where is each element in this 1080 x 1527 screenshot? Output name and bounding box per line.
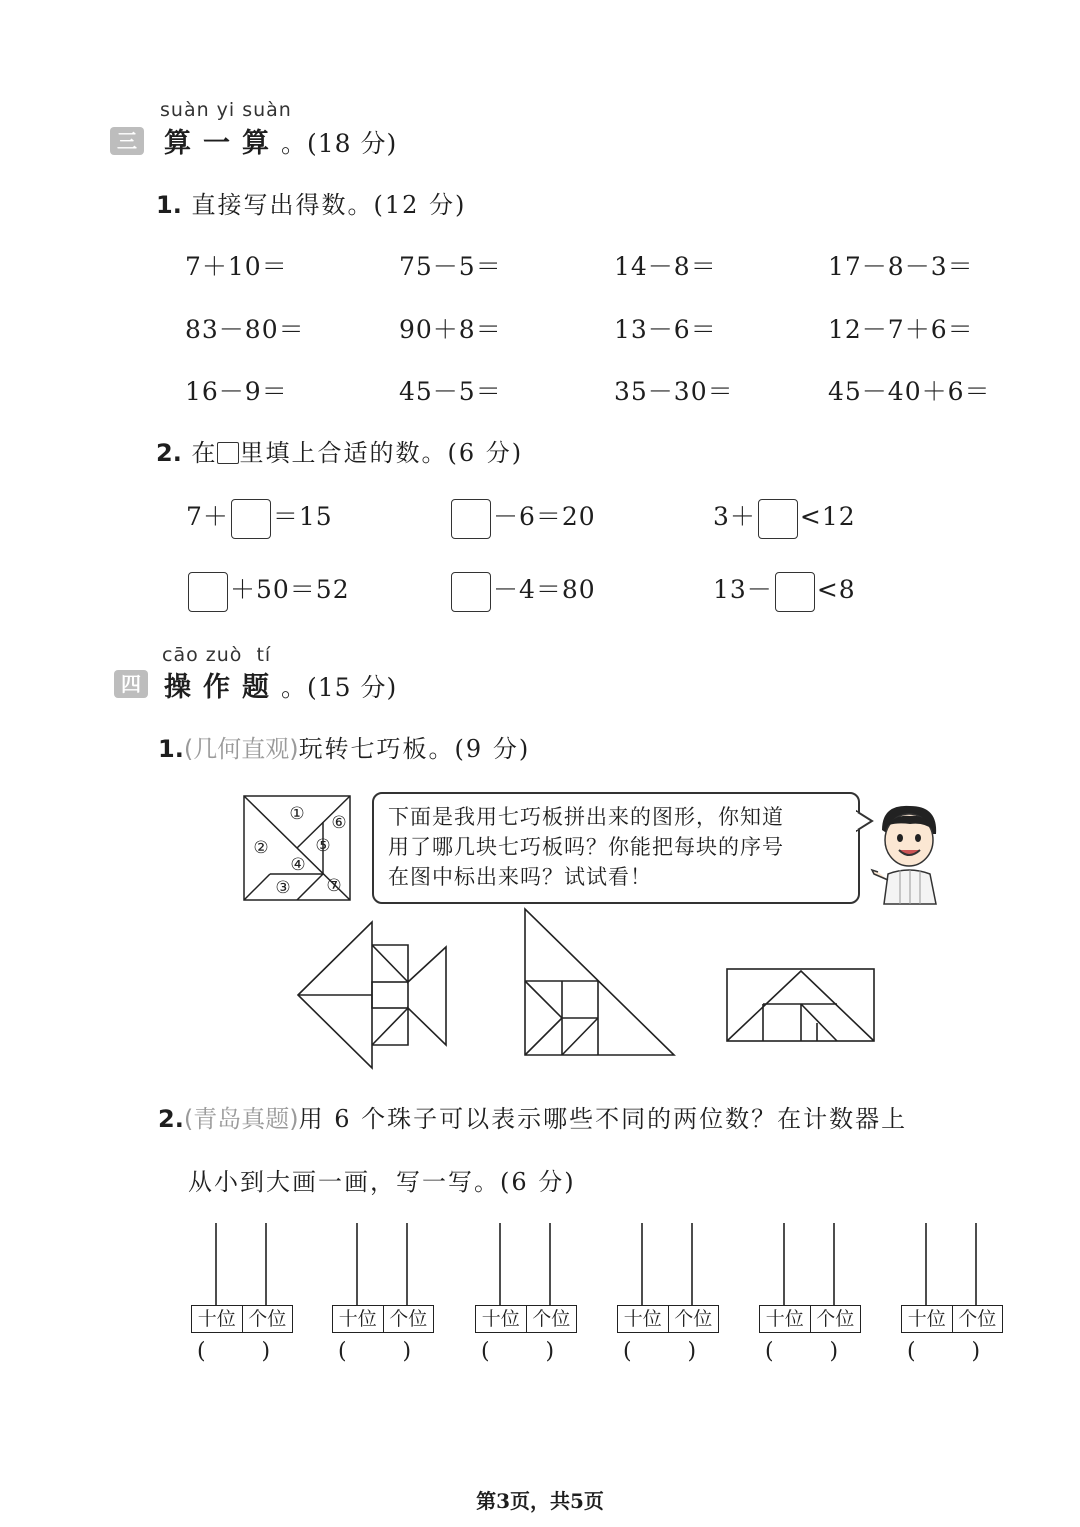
- tens-label: 十位: [476, 1306, 527, 1332]
- fill-post: －4＝80: [493, 575, 596, 604]
- tangram-fish: [296, 920, 452, 1070]
- tangram-label-1: ①: [289, 804, 305, 824]
- counter-base: [901, 1305, 1003, 1333]
- s4-q2-prompt: [158, 1099, 907, 1134]
- inline-blank-box: [217, 442, 239, 464]
- fill-post: ＝15: [272, 502, 333, 531]
- equation: 83－80＝: [185, 315, 305, 344]
- s4-q2-line2: 从小到大画一画，写一写。(6 分): [188, 1168, 576, 1196]
- section3-badge: 三: [110, 127, 144, 155]
- section4-pinyin: cāo zuò tí: [162, 644, 272, 666]
- equation: 75－5＝: [399, 252, 502, 281]
- equation: 16－9＝: [185, 377, 288, 406]
- fill-item: [713, 497, 856, 539]
- fill-item: [449, 497, 596, 539]
- answer-blank[interactable]: ( ): [765, 1339, 839, 1364]
- ones-label: 个位: [248, 1308, 287, 1330]
- s3-q2-text-after: 里填上合适的数。(6 分): [239, 439, 524, 467]
- s4-q1-text: 玩转七巧板。(9 分): [298, 735, 531, 763]
- tens-label: 十位: [192, 1306, 243, 1332]
- fill-item: [186, 570, 350, 612]
- tens-label: 十位: [902, 1306, 953, 1332]
- s3-q2-number: 2.: [156, 439, 182, 467]
- tangram-label-6: ⑥: [331, 813, 347, 833]
- answer-blank[interactable]: ( ): [623, 1339, 697, 1364]
- answer-blank[interactable]: ( ): [481, 1339, 555, 1364]
- ones-label: 个位: [389, 1308, 428, 1330]
- fish-line: [372, 945, 446, 1045]
- section3-title: 算一算: [164, 128, 281, 159]
- s4-q1-prompt: [158, 729, 530, 764]
- answer-box[interactable]: [451, 499, 491, 539]
- equation: 7＋10＝: [185, 252, 288, 281]
- s4-q2-line1: 用 6 个珠子可以表示哪些不同的两位数？在计数器上: [298, 1105, 908, 1133]
- boy-illustration: [866, 800, 950, 905]
- equation: 45－5＝: [399, 377, 502, 406]
- fill-post: <12: [799, 502, 856, 531]
- answer-box[interactable]: [231, 499, 271, 539]
- ones-label: 个位: [958, 1308, 997, 1330]
- fish-square: [372, 982, 408, 1008]
- s4-q2-number: 2.: [158, 1105, 184, 1133]
- bubble-line: 在图中标出来吗？试试看！: [388, 865, 652, 889]
- fill-item: [186, 497, 333, 539]
- fill-post: <8: [816, 575, 856, 604]
- s3-q2-text-before: 在: [191, 439, 218, 467]
- tangram-label-4: ④: [290, 855, 306, 875]
- fill-pre: 3＋: [713, 502, 756, 531]
- ones-label: 个位: [816, 1308, 855, 1330]
- tangram-rectangle: [725, 967, 877, 1045]
- answer-box[interactable]: [758, 499, 798, 539]
- fish-line: [372, 945, 408, 982]
- triangle-line: [525, 981, 562, 1018]
- tens-label: 十位: [333, 1306, 384, 1332]
- tangram-line: [297, 874, 323, 900]
- triangle-line: [525, 1018, 562, 1055]
- answer-blank[interactable]: ( ): [907, 1339, 981, 1364]
- tangram-label-2: ②: [253, 838, 269, 858]
- tangram-triangle: [522, 906, 678, 1058]
- equation: 90＋8＝: [399, 315, 502, 344]
- equation: 45－40＋6＝: [828, 377, 991, 406]
- tangram-line: [244, 874, 270, 900]
- s4-q1-tag: (几何直观): [183, 735, 299, 763]
- section4-score: 。(15 分): [281, 673, 398, 702]
- section4-heading: [164, 665, 397, 704]
- answer-box[interactable]: [451, 572, 491, 612]
- fish-line: [372, 1008, 408, 1045]
- equation: 17－8－3＝: [828, 252, 974, 281]
- fill-post: ＋50＝52: [230, 575, 350, 604]
- section3-score: 。(18 分): [281, 129, 398, 158]
- s3-q1-number: 1.: [156, 191, 182, 219]
- fill-item: [449, 570, 596, 612]
- section4-badge: 四: [114, 670, 148, 698]
- equation: 35－30＝: [614, 377, 734, 406]
- bubble-line: 下面是我用七巧板拼出来的图形，你知道: [388, 805, 784, 829]
- speech-bubble: [372, 792, 860, 904]
- answer-box[interactable]: [188, 572, 228, 612]
- tangram-label-5: ⑤: [315, 836, 331, 856]
- answer-blank[interactable]: ( ): [338, 1339, 412, 1364]
- ones-label: 个位: [674, 1308, 713, 1330]
- s4-q1-number: 1.: [158, 735, 184, 763]
- counter-base: [759, 1305, 861, 1333]
- counter-base: [617, 1305, 719, 1333]
- section3-heading: [164, 121, 397, 160]
- counter-base: [332, 1305, 434, 1333]
- fill-item: [713, 570, 856, 612]
- s4-q2-tag: (青岛真题): [183, 1105, 299, 1133]
- tens-label: 十位: [618, 1306, 669, 1332]
- section4-title: 操作题: [164, 672, 281, 703]
- equation: 14－8＝: [614, 252, 717, 281]
- equation: 13－6＝: [614, 315, 717, 344]
- tangram-reference: [243, 795, 351, 901]
- fill-post: －6＝20: [493, 502, 596, 531]
- answer-box[interactable]: [775, 572, 815, 612]
- tangram-label-3: ③: [275, 878, 291, 898]
- s3-q2-prompt: [156, 433, 523, 468]
- tens-label: 十位: [760, 1306, 811, 1332]
- fill-pre: 7＋: [186, 502, 229, 531]
- s3-q1-text: 直接写出得数。(12 分): [191, 191, 467, 219]
- page-footer: 第3页，共5页: [476, 1489, 604, 1513]
- bubble-line: 用了哪几块七巧板吗？你能把每块的序号: [388, 835, 784, 859]
- answer-blank[interactable]: ( ): [197, 1339, 271, 1364]
- triangle-line: [562, 1018, 598, 1055]
- ones-label: 个位: [532, 1308, 571, 1330]
- section3-pinyin: suàn yi suàn: [160, 99, 292, 121]
- rectangle-line: [801, 1004, 837, 1041]
- s3-q1-prompt: [156, 185, 466, 220]
- fill-pre: 13－: [713, 575, 773, 604]
- tangram-label-7: ⑦: [326, 876, 342, 896]
- equation: 12－7＋6＝: [828, 315, 974, 344]
- counter-base: [475, 1305, 577, 1333]
- counter-base: [191, 1305, 293, 1333]
